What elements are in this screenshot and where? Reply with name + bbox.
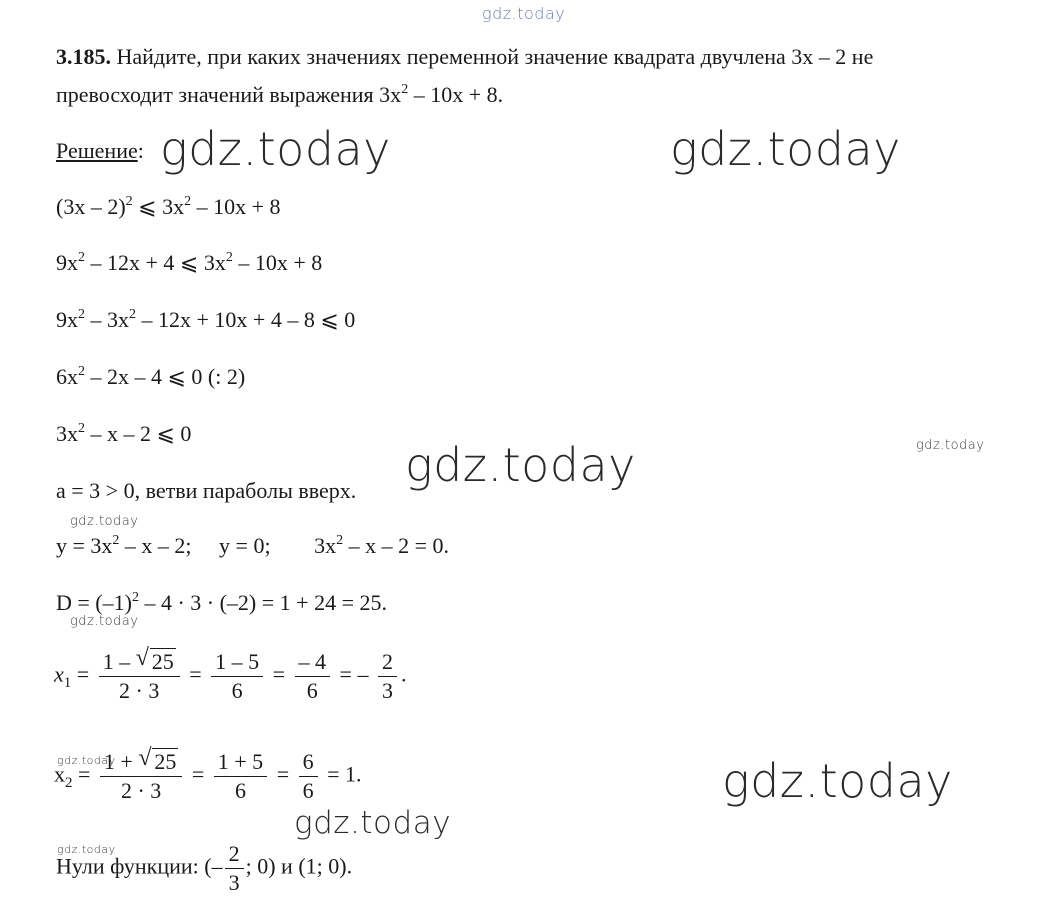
x2-fraction-3: $\frac{6}{6}$ [299, 748, 318, 805]
task-number: 3.185. [56, 44, 111, 69]
watermark-middle: gdz.today [405, 438, 636, 492]
x2-fraction-1: 1 + √ 25 2 · 3 [100, 748, 182, 805]
step-line-3: $9x^2 - 3x^2 - 12x + 10x + 4 - 8$ ⩽ 0 [56, 307, 356, 332]
function-zeros: Нули функции: (– $\frac{2}{3}$ ; 0) и (1; 0). [56, 841, 353, 895]
zeros-fraction: $\frac{2}{3}$ [225, 840, 244, 897]
step-line-6: a = 3 > 0, ветви параболы вверх. [56, 478, 357, 503]
task-line-1 [56, 44, 873, 70]
watermark-small-3: gdz.today [57, 754, 116, 767]
step-line-1: (3x – 2)$^2$ ⩽ $3x^2 - 10x + 8$ [56, 194, 281, 219]
watermark-top: gdz.today [482, 4, 566, 23]
watermark-bottom-mid: gdz.today [294, 805, 452, 841]
watermark-small-1: gdz.today [70, 514, 139, 529]
watermark-right-big: gdz.today [722, 754, 953, 808]
watermark-small-4: gdz.today [57, 843, 116, 856]
x1-fraction-2: $\frac{1 - 5}{6}$ [211, 648, 263, 705]
watermark-solution-b: gdz.today [670, 122, 901, 176]
x1-fraction-4: $\frac{2}{3}$ [378, 648, 397, 705]
x2-formula: $x_2$ = 1 + √ 25 2 · 3 = $\frac{1 + 5}{6}$ = $\frac{6}{6}$ = 1. [54, 745, 362, 803]
task-line-2: превосходит значений выражения $3x^2 - 10x + 8$. [56, 82, 504, 107]
x1-fraction-1: 1 – √ 25 2 · 3 [99, 648, 180, 705]
step-line-4: $6x^2 - 2x - 4$ ⩽ 0 (: 2) [56, 364, 246, 389]
x1-formula: $x_1$ = 1 – √ 25 2 · 3 = $\frac{1 - 5}{6}$ = $\frac{- 4}{6}$ = – $\frac{2}{3}$ . [54, 645, 407, 703]
watermark-solution-a: gdz.today [160, 122, 391, 176]
step-line-7: $y = 3x^2 - x - 2$; y = 0; $3x^2 - x - 2 = 0$. [56, 533, 449, 558]
step-line-2: $9x^2 - 12x + 4$ ⩽ $3x^2 - 10x + 8$ [56, 250, 323, 275]
watermark-small-2: gdz.today [70, 614, 139, 629]
step-line-8: $D = (-1)^2 - 4 \cdot 3 \cdot (-2) = 1 + 24 = 25$. [56, 590, 387, 615]
task-text-1: Найдите, при каких значениях переменной значение квадрата двучлена 3x – 2 не [116, 44, 874, 69]
x1-fraction-3: $\frac{- 4}{6}$ [295, 648, 331, 705]
x2-fraction-2: $\frac{1 + 5}{6}$ [214, 748, 267, 805]
watermark-right-small: gdz.today [916, 438, 985, 453]
step-line-5: $3x^2$ – x – 2 ⩽ 0 [56, 421, 192, 446]
solution-label: Решение: [56, 138, 144, 163]
